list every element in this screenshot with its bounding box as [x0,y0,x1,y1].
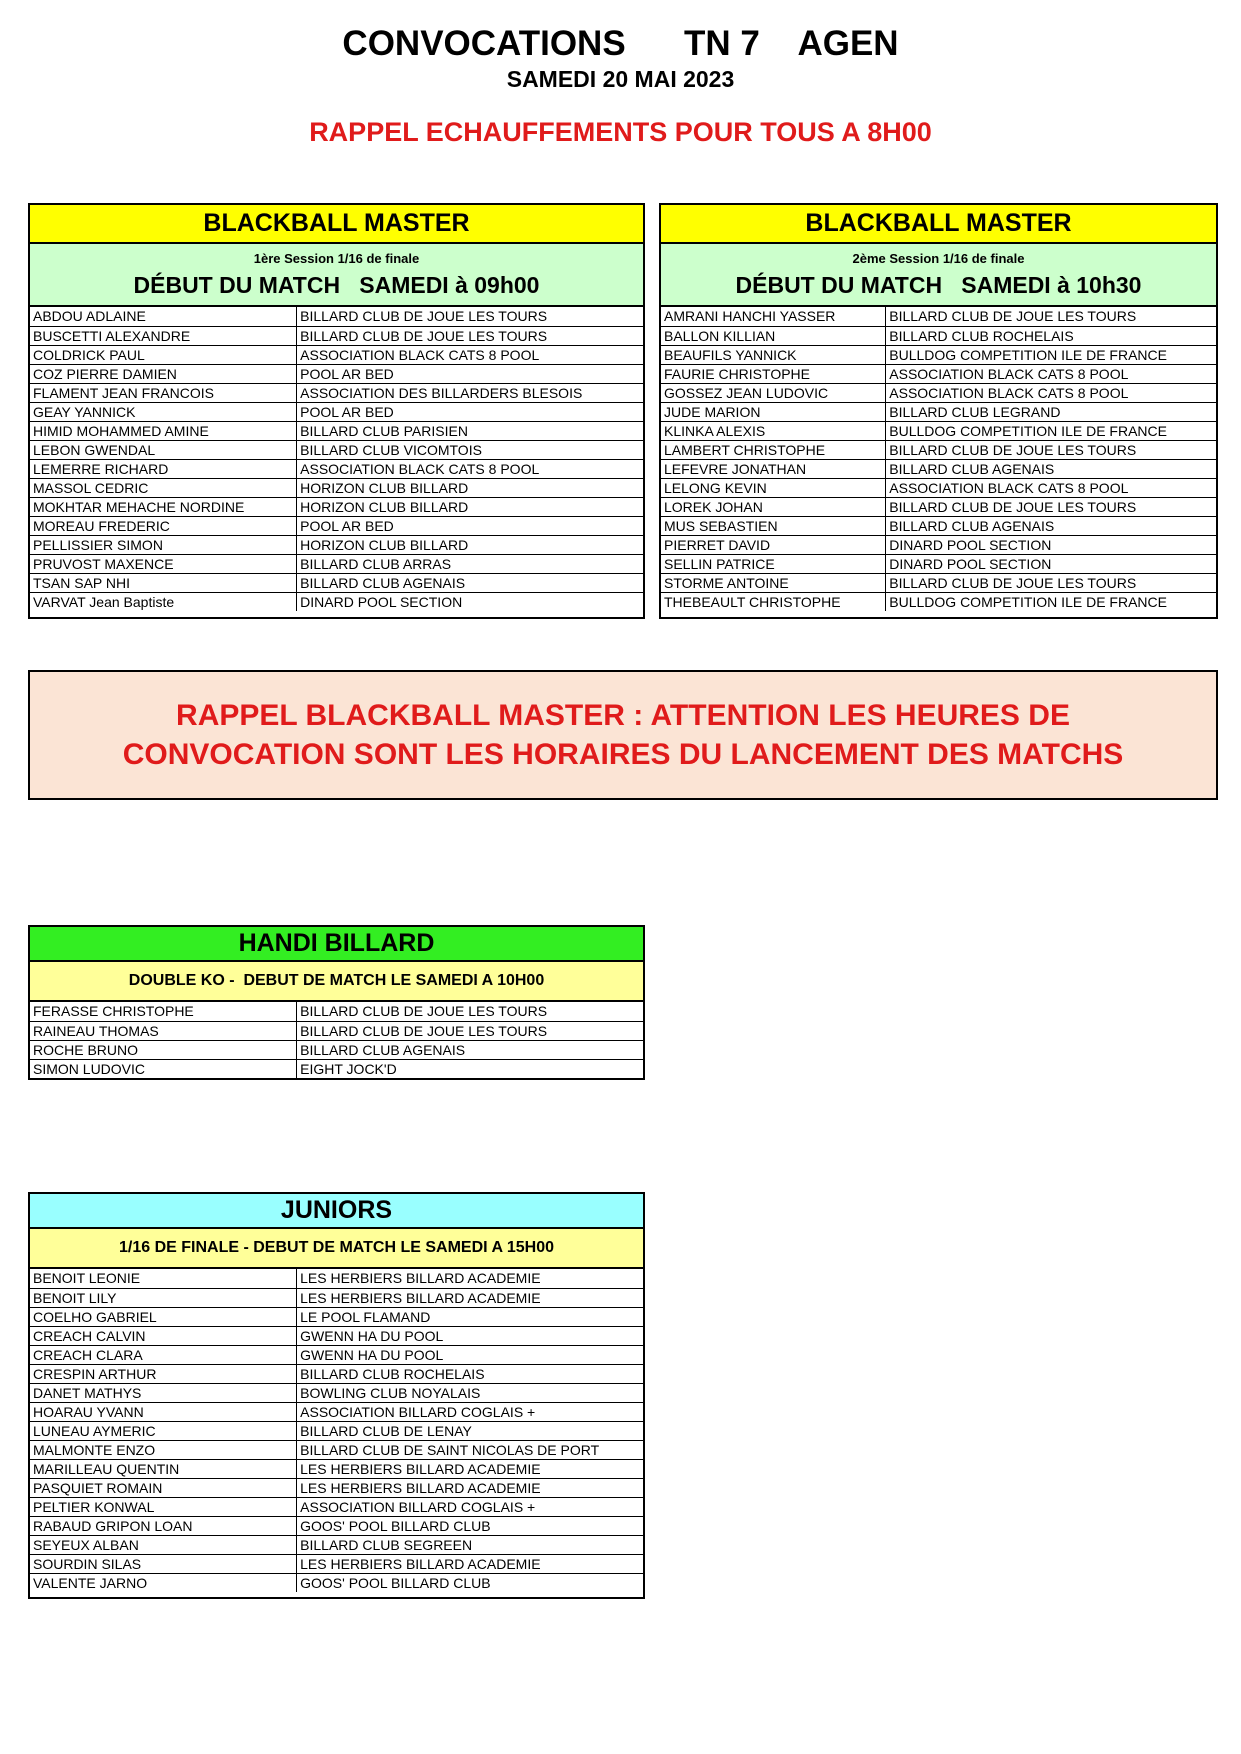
table-row [30,402,643,421]
table-row [30,1402,643,1421]
player-club: LES HERBIERS BILLARD ACADEMIE [297,1478,643,1497]
player-name: TSAN SAP NHI [30,573,297,592]
blackball-session-1-label: 1ère Session 1/16 de finale [253,251,420,266]
player-club: GOOS' POOL BILLARD CLUB [297,1573,643,1592]
player-club: GWENN HA DU POOL [297,1326,643,1345]
player-name: VARVAT Jean Baptiste [30,592,297,611]
player-name: VALENTE JARNO [30,1573,297,1592]
blackball-notice-line-2: CONVOCATION SONT LES HORAIRES DU LANCEMENT DES MATCHS [122,738,1124,771]
blackball-session-1-start: DÉBUT DU MATCH SAMEDI à 09h00 [133,272,540,298]
blackball-session-1-title: BLACKBALL MASTER [30,205,643,244]
table-row [30,364,643,383]
player-club: BILLARD CLUB DE JOUE LES TOURS [297,307,643,326]
table-row [30,1040,643,1059]
player-name: BENOIT LEONIE [30,1269,297,1288]
player-name: DANET MATHYS [30,1383,297,1402]
handi-billard-title: HANDI BILLARD [30,927,643,962]
blackball-notice-box [28,670,1218,800]
player-club: BILLARD CLUB DE JOUE LES TOURS [297,1021,643,1040]
table-row [30,1307,643,1326]
player-club: BILLARD CLUB ROCHELAIS [297,1364,643,1383]
player-name: STORME ANTOINE [661,573,886,592]
player-name: BENOIT LILY [30,1288,297,1307]
player-club: BULLDOG COMPETITION ILE DE FRANCE [886,592,1216,611]
table-row [30,573,643,592]
player-club: BILLARD CLUB AGENAIS [297,1040,643,1059]
player-name: COELHO GABRIEL [30,1307,297,1326]
player-club: BILLARD CLUB ARRAS [297,554,643,573]
player-club: LES HERBIERS BILLARD ACADEMIE [297,1288,643,1307]
table-row [30,1002,643,1021]
player-club: ASSOCIATION BLACK CATS 8 POOL [297,345,643,364]
table-row [30,326,643,345]
player-name: MOKHTAR MEHACHE NORDINE [30,497,297,516]
player-name: CRESPIN ARTHUR [30,1364,297,1383]
handi-billard-table [30,1002,643,1078]
table-row [661,478,1216,497]
player-name: SELLIN PATRICE [661,554,886,573]
player-club: BILLARD CLUB AGENAIS [886,459,1216,478]
player-name: KLINKA ALEXIS [661,421,886,440]
blackball-session-1-header [30,244,643,307]
player-club: DINARD POOL SECTION [886,535,1216,554]
player-club: LES HERBIERS BILLARD ACADEMIE [297,1459,643,1478]
player-club: ASSOCIATION BLACK CATS 8 POOL [886,364,1216,383]
table-row [30,1383,643,1402]
player-name: BUSCETTI ALEXANDRE [30,326,297,345]
player-name: RABAUD GRIPON LOAN [30,1516,297,1535]
player-club: BILLARD CLUB DE SAINT NICOLAS DE PORT [297,1440,643,1459]
table-row [661,459,1216,478]
page-title: CONVOCATIONS TN 7 AGEN [342,24,899,63]
warmup-reminder: RAPPEL ECHAUFFEMENTS POUR TOUS A 8H00 [309,117,932,147]
table-row [661,535,1216,554]
table-row [30,497,643,516]
player-name: AMRANI HANCHI YASSER [661,307,886,326]
player-name: PASQUIET ROMAIN [30,1478,297,1497]
table-row [661,516,1216,535]
player-club: GWENN HA DU POOL [297,1345,643,1364]
blackball-session-2-header [661,244,1216,307]
table-row [30,440,643,459]
juniors-block [28,1192,645,1599]
juniors-title: JUNIORS [30,1194,643,1229]
player-name: LEBON GWENDAL [30,440,297,459]
player-club: BILLARD CLUB ROCHELAIS [886,326,1216,345]
table-row [30,554,643,573]
table-row [30,1345,643,1364]
player-club: BILLARD CLUB SEGREEN [297,1535,643,1554]
player-club: ASSOCIATION BLACK CATS 8 POOL [297,459,643,478]
player-name: HOARAU YVANN [30,1402,297,1421]
handi-billard-block [28,925,645,1080]
player-club: BILLARD CLUB VICOMTOIS [297,440,643,459]
player-club: HORIZON CLUB BILLARD [297,535,643,554]
player-club: BOWLING CLUB NOYALAIS [297,1383,643,1402]
table-row [661,364,1216,383]
table-row [30,1269,643,1288]
player-club: EIGHT JOCK'D [297,1059,643,1078]
blackball-session-1-block [28,203,645,619]
player-name: CREACH CLARA [30,1345,297,1364]
player-name: PRUVOST MAXENCE [30,554,297,573]
player-club: BILLARD CLUB DE JOUE LES TOURS [886,573,1216,592]
player-club: POOL AR BED [297,402,643,421]
player-club: POOL AR BED [297,364,643,383]
table-row [30,1288,643,1307]
player-name: ABDOU ADLAINE [30,307,297,326]
player-club: BILLARD CLUB DE JOUE LES TOURS [297,1002,643,1021]
table-row [661,383,1216,402]
player-name: MUS SEBASTIEN [661,516,886,535]
player-club: BILLARD CLUB AGENAIS [886,516,1216,535]
table-row [30,1573,643,1592]
table-row [30,1535,643,1554]
table-row [661,440,1216,459]
table-row [661,497,1216,516]
blackball-notice-line-1: RAPPEL BLACKBALL MASTER : ATTENTION LES HEURES DE [176,699,1070,732]
table-row [30,1459,643,1478]
table-row [661,345,1216,364]
player-club: HORIZON CLUB BILLARD [297,478,643,497]
table-row [30,307,643,326]
player-club: BULLDOG COMPETITION ILE DE FRANCE [886,421,1216,440]
player-name: GEAY YANNICK [30,402,297,421]
table-row [661,573,1216,592]
table-row [661,307,1216,326]
player-club: GOOS' POOL BILLARD CLUB [297,1516,643,1535]
table-row [30,1326,643,1345]
player-club: BILLARD CLUB PARISIEN [297,421,643,440]
blackball-notice-text [123,696,1124,774]
table-row [30,1478,643,1497]
player-name: MASSOL CEDRIC [30,478,297,497]
player-club: ASSOCIATION BILLARD COGLAIS + [297,1497,643,1516]
blackball-session-2-title: BLACKBALL MASTER [661,205,1216,244]
table-row [661,554,1216,573]
player-club: BILLARD CLUB AGENAIS [297,573,643,592]
player-name: FLAMENT JEAN FRANCOIS [30,383,297,402]
blackball-session-1-table [30,307,643,611]
blackball-session-2-start: DÉBUT DU MATCH SAMEDI à 10h30 [735,272,1142,298]
player-name: SEYEUX ALBAN [30,1535,297,1554]
table-row [30,1021,643,1040]
table-row [30,1497,643,1516]
player-name: HIMID MOHAMMED AMINE [30,421,297,440]
player-club: LE POOL FLAMAND [297,1307,643,1326]
player-name: MOREAU FREDERIC [30,516,297,535]
player-name: JUDE MARION [661,402,886,421]
player-name: MARILLEAU QUENTIN [30,1459,297,1478]
table-row [30,421,643,440]
table-row [30,516,643,535]
player-name: LEFEVRE JONATHAN [661,459,886,478]
table-row [30,1554,643,1573]
table-row [30,478,643,497]
player-club: HORIZON CLUB BILLARD [297,497,643,516]
table-row [661,592,1216,611]
table-row [661,326,1216,345]
table-row [30,1059,643,1078]
player-name: BEAUFILS YANNICK [661,345,886,364]
juniors-subtitle: 1/16 DE FINALE - DEBUT DE MATCH LE SAMEDI A 15H00 [30,1229,643,1269]
player-club: DINARD POOL SECTION [886,554,1216,573]
table-row [661,402,1216,421]
player-name: THEBEAULT CHRISTOPHE [661,592,886,611]
player-name: PIERRET DAVID [661,535,886,554]
player-name: PELTIER KONWAL [30,1497,297,1516]
player-club: BILLARD CLUB DE JOUE LES TOURS [886,307,1216,326]
player-club: LES HERBIERS BILLARD ACADEMIE [297,1269,643,1288]
player-name: SIMON LUDOVIC [30,1059,297,1078]
player-club: ASSOCIATION DES BILLARDERS BLESOIS [297,383,643,402]
player-name: SOURDIN SILAS [30,1554,297,1573]
table-row [30,1421,643,1440]
player-name: MALMONTE ENZO [30,1440,297,1459]
player-club: ASSOCIATION BLACK CATS 8 POOL [886,478,1216,497]
table-row [30,1516,643,1535]
player-name: ROCHE BRUNO [30,1040,297,1059]
table-row [661,421,1216,440]
player-name: CREACH CALVIN [30,1326,297,1345]
table-row [30,1364,643,1383]
player-club: POOL AR BED [297,516,643,535]
blackball-session-2-block [659,203,1218,619]
blackball-session-2-table [661,307,1216,611]
table-row [30,1440,643,1459]
player-name: GOSSEZ JEAN LUDOVIC [661,383,886,402]
player-club: LES HERBIERS BILLARD ACADEMIE [297,1554,643,1573]
player-name: LEMERRE RICHARD [30,459,297,478]
player-name: FERASSE CHRISTOPHE [30,1002,297,1021]
player-club: ASSOCIATION BLACK CATS 8 POOL [886,383,1216,402]
player-name: BALLON KILLIAN [661,326,886,345]
player-club: BILLARD CLUB DE JOUE LES TOURS [886,440,1216,459]
juniors-table [30,1269,643,1592]
table-row [30,592,643,611]
player-club: BILLARD CLUB DE JOUE LES TOURS [886,497,1216,516]
player-club: DINARD POOL SECTION [297,592,643,611]
player-club: BULLDOG COMPETITION ILE DE FRANCE [886,345,1216,364]
player-club: ASSOCIATION BILLARD COGLAIS + [297,1402,643,1421]
player-club: BILLARD CLUB DE JOUE LES TOURS [297,326,643,345]
table-row [30,383,643,402]
player-name: COZ PIERRE DAMIEN [30,364,297,383]
handi-billard-subtitle: DOUBLE KO - DEBUT DE MATCH LE SAMEDI A 10H00 [30,962,643,1002]
player-name: LUNEAU AYMERIC [30,1421,297,1440]
player-name: RAINEAU THOMAS [30,1021,297,1040]
player-name: FAURIE CHRISTOPHE [661,364,886,383]
blackball-session-2-label: 2ème Session 1/16 de finale [852,251,1025,266]
table-row [30,535,643,554]
player-name: PELLISSIER SIMON [30,535,297,554]
table-row [30,345,643,364]
table-row [30,459,643,478]
event-date: SAMEDI 20 MAI 2023 [506,66,735,92]
player-name: LOREK JOHAN [661,497,886,516]
player-name: LELONG KEVIN [661,478,886,497]
player-name: COLDRICK PAUL [30,345,297,364]
player-club: BILLARD CLUB LEGRAND [886,402,1216,421]
player-club: BILLARD CLUB DE LENAY [297,1421,643,1440]
player-name: LAMBERT CHRISTOPHE [661,440,886,459]
